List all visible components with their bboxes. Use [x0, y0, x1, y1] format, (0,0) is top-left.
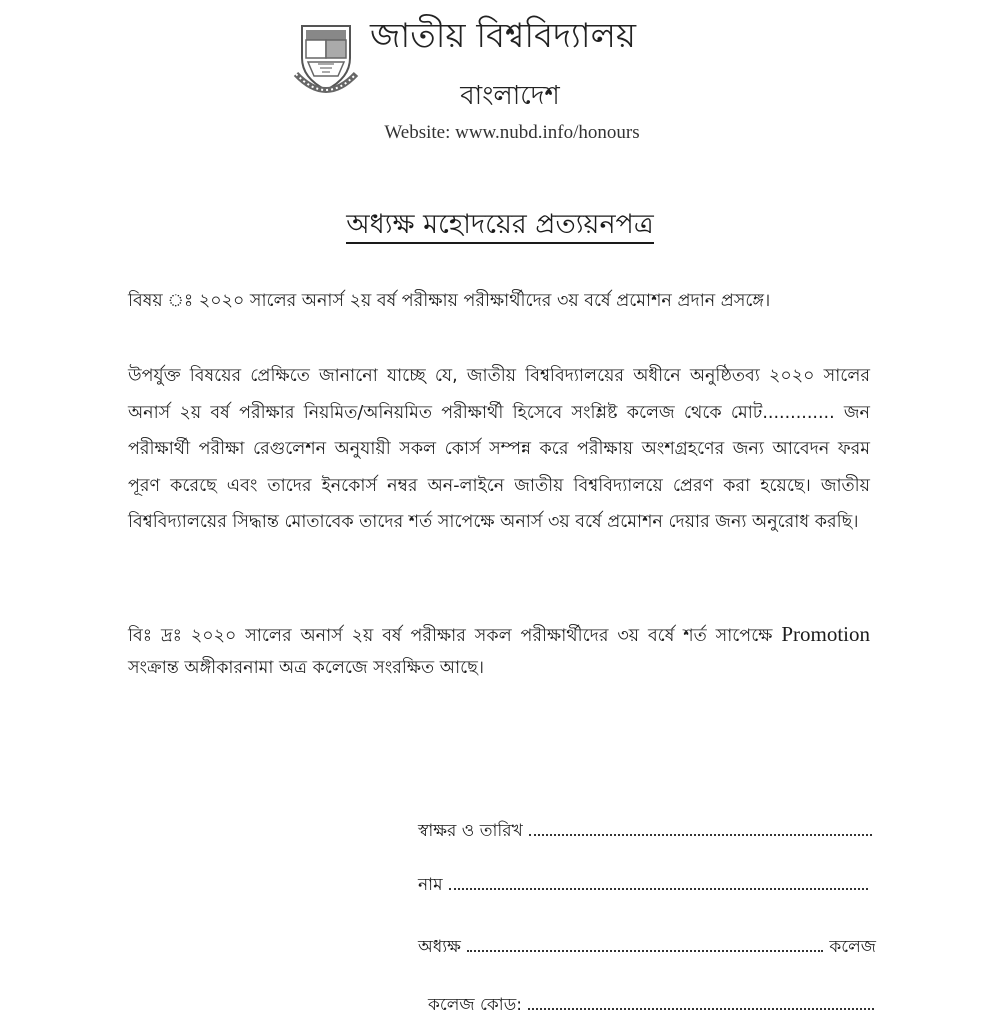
country-name: বাংলাদেশ: [460, 81, 560, 111]
college-code-blank: [528, 990, 874, 1010]
name-blank: [449, 870, 868, 890]
signature-date-label: স্বাক্ষর ও তারিখ: [418, 821, 523, 841]
college-code-label: কলেজ কোড:: [428, 995, 522, 1015]
name-label: নাম: [418, 875, 443, 895]
signature-date-field: [418, 816, 872, 845]
principal-label: অধ্যক্ষ: [418, 937, 461, 957]
document-title: [0, 206, 1000, 244]
note-english-word: Promotion: [781, 622, 870, 646]
signature-date-blank: [529, 816, 872, 836]
principal-blank: [467, 932, 823, 952]
website-url: Website: www.nubd.info/honours: [384, 122, 640, 143]
note-text-part2: সংক্রান্ত অঙ্গীকারনামা অত্র কলেজে সংরক্ষিত আছে।: [128, 658, 485, 678]
principal-field: [418, 932, 876, 961]
subject-line: বিষয় ঃ ২০২০ সালের অনার্স ২য় বর্ষ পরীক্ষায় পরীক্ষার্থীদের ৩য় বর্ষে প্রমোশন প্রদান প্রসঙ্গে।: [128, 291, 771, 311]
body-paragraph: উপর্যুক্ত বিষয়ের প্রেক্ষিতে জানানো যাচ্ছে যে, জাতীয় বিশ্ববিদ্যালয়ের অধীনে অনুষ্ঠিতব্য ২০২০ সালের অনার্স ২য় বর্ষ পরীক্ষার নিয়মিত/অনিয়মিত পরীক্ষার্থী হিসেবে সংশ্লিষ্ট কলেজ থেকে মোট............. জন পরীক্ষার্থী পরীক্ষা রেগুলেশন অনুযায়ী সকল কোর্স সম্পন্ন করে পরীক্ষায় অংশগ্রহণের জন্য আবেদন ফরম পূরণ করেছে এবং তাদের ইনকোর্স নম্বর অন-লাইনে জাতীয় বিশ্ববিদ্যালয়ে প্রেরণ করা হয়েছে। জাতীয় বিশ্ববিদ্যালয়ের সিদ্ধান্ত মোতাবেক তাদের শর্ত সাপেক্ষে অনার্স ৩য় বর্ষে প্রমোশন দেয়ার জন্য অনুরোধ করছি।: [128, 366, 870, 532]
note-text-part1: বিঃ দ্রঃ ২০২০ সালের অনার্স ২য় বর্ষ পরীক্ষার সকল পরীক্ষার্থীদের ৩য় বর্ষে শর্ত সাপেক্ষে: [128, 626, 782, 646]
university-name: জাতীয় বিশ্ববিদ্যালয়: [370, 16, 637, 56]
college-code-field: [428, 990, 874, 1019]
name-field: [418, 870, 868, 899]
document-title-text: অধ্যক্ষ মহোদয়ের প্রত্যয়নপত্র: [346, 209, 653, 244]
college-suffix: কলেজ: [829, 937, 876, 957]
note-paragraph: [128, 618, 870, 684]
